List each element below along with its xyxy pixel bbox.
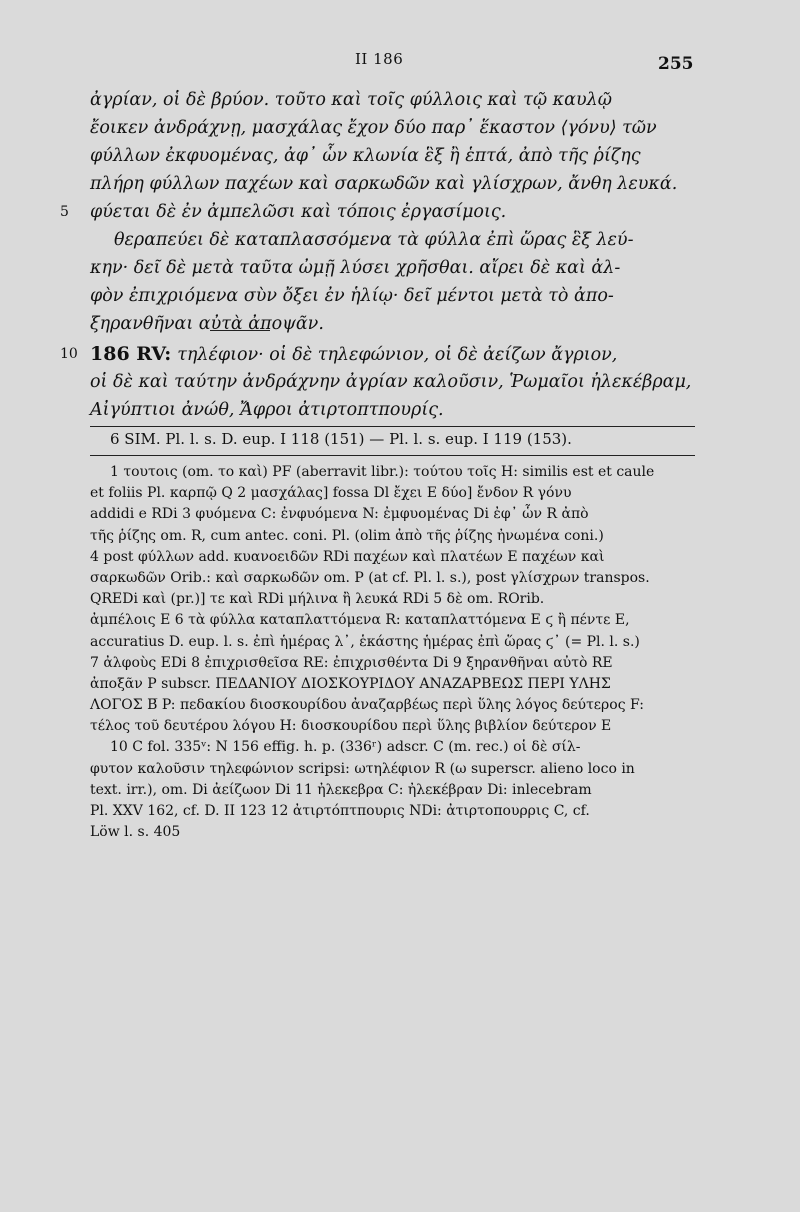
apparatus-line: τῆς ῥίζης om. R, cum antec. coni. Pl. (olim ἀπὸ τῆς ῥίζης ἠνωμένα coni.) bbox=[90, 527, 604, 544]
rule-above-apparatus bbox=[90, 455, 695, 456]
apparatus-line: addidi e RDi 3 φυόμενα C: ἐνφυόμενα N: ἐμφυομένας Di ἐφ᾽ ὧν R ἀπὸ bbox=[90, 506, 589, 523]
apparatus-line: ΛΟΓΟΣ Β̅ P: πεδακίου διοσκουρίδου ἀναζαρβέως περὶ ὕλης λόγος δεύτερος F: bbox=[90, 697, 644, 714]
line-text: κην· δεῖ δὲ μετὰ ταῦτα ὠμῇ λύσει χρῆσθαι. αἴρει δὲ καὶ ἀλ- bbox=[90, 258, 621, 278]
text-line bbox=[90, 86, 700, 114]
entry-text: τηλέφιον· οἱ δὲ τηλεφώνιον, οἱ δὲ ἀείζων ἄγριον, bbox=[177, 345, 618, 365]
apparatus-line: 7 ἀλφοὺς EDi 8 ἐπιχρισθεῖσα RE: ἐπιχρισθέντα Di 9 ξηρανθῆναι αὐτὸ RE bbox=[90, 654, 613, 671]
apparatus-line: 4 post φύλλων add. κυανοειδῶν RDi παχέων καὶ πλατέων E παχέων καὶ bbox=[90, 548, 605, 565]
entry-line bbox=[90, 396, 700, 424]
line-text: πλήρη φύλλων παχέων καὶ σαρκωδῶν καὶ γλίσχρων, ἄνθη λευκά. bbox=[90, 174, 678, 194]
apparatus-line: Pl. XXV 162, cf. D. II 123 12 ἀτιρτόπτπουρις NDi: ἀτιρτοπουρρις C, cf. bbox=[90, 803, 590, 819]
apparatus-line: QREDi καὶ (pr.)] τε καὶ RDi μήλινα ἢ λευκά RDi 5 δὲ om. ROrib. bbox=[90, 591, 545, 608]
entry-text: Αἰγύπτιοι ἀνώθ, Ἄφροι ἀτιρτοπτπουρίς. bbox=[90, 400, 444, 420]
line-text: ἀγρίαν, οἱ δὲ βρύον. τοῦτο καὶ τοῖς φύλλοις καὶ τῷ καυλῷ bbox=[90, 90, 612, 110]
text-line bbox=[90, 142, 700, 170]
line-number: 5 bbox=[60, 204, 69, 220]
text-line bbox=[60, 198, 700, 226]
line-text: φύλλων ἐκφυομένας, ἀφ᾽ ὧν κλωνία ἓξ ἢ ἑπτά, ἀπὸ τῆς ῥίζης bbox=[90, 146, 641, 166]
line-text: φὸν ἐπιχριόμενα σὺν ὄξει ἐν ἡλίῳ· δεῖ μέντοι μετὰ τὸ ἀπο- bbox=[90, 286, 614, 306]
apparatus-line: φυτον καλοῦσιν τηλεφώνιον scripsi: ωτηλέφιον R (ω superscr. alieno loco in bbox=[90, 760, 635, 777]
text-line bbox=[90, 282, 700, 310]
similia-line: 6 SIM. Pl. l. s. D. eup. I 118 (151) — Pl. l. s. eup. I 119 (153). bbox=[110, 430, 572, 448]
section-divider bbox=[210, 330, 270, 331]
page-number: 255 bbox=[658, 54, 694, 74]
apparatus-line: 1 τουτοις (om. το καὶ) PF (aberravit libr.): τούτου τοῖς H: similis est et caule bbox=[110, 464, 655, 480]
rule-above-similia bbox=[90, 426, 695, 427]
apparatus-line: σαρκωδῶν Orib.: καὶ σαρκωδῶν om. P (at cf. Pl. l. s.), post γλίσχρων transpos. bbox=[90, 569, 650, 586]
line-text: ἔοικεν ἀνδράχνῃ, μασχάλας ἔχον δύο παρ᾽ ἕκαστον ⟨γόνυ⟩ τῶν bbox=[90, 118, 657, 138]
text-line bbox=[90, 114, 700, 142]
text-line bbox=[90, 226, 700, 254]
entry-text: οἱ δὲ καὶ ταύτην ἀνδράχνην ἀγρίαν καλοῦσιν, Ῥωμαῖοι ἠλεκέβραμ, bbox=[90, 372, 692, 392]
line-text: ξηρανθῆναι αὐτὰ ἀποψᾶν. bbox=[90, 314, 324, 334]
critical-apparatus bbox=[90, 462, 702, 843]
apparatus-line: ἀποξᾶν P subscr. ΠΕΔΑΝΙΟΥ ΔΙΟΣΚΟΥΡΙΔΟΥ ΑΝΑΖΑΡΒΕΩΣ ΠΕΡΙ ΥΛΗΣ bbox=[90, 675, 611, 692]
chapter-entry bbox=[60, 340, 700, 424]
apparatus-line: et foliis Pl. καρπῷ Q 2 μασχάλας] fossa Dl ἔχει E δύο] ἔνδον R γόνυ bbox=[90, 485, 572, 502]
text-line bbox=[90, 254, 700, 282]
text-line bbox=[90, 310, 700, 338]
apparatus-line: τέλος τοῦ δευτέρου λόγου H: διοσκουρίδου περὶ ὕλης βιβλίον δεύτερον E bbox=[90, 718, 612, 735]
text-line bbox=[90, 170, 700, 198]
line-text: θεραπεύει δὲ καταπλασσόμενα τὰ φύλλα ἐπὶ ὥρας ἓξ λεύ- bbox=[114, 230, 634, 250]
apparatus-line: ἀμπέλοις E 6 τὰ φύλλα καταπλαττόμενα R: καταπλαττόμενα E ϛ ἢ πέντε E, bbox=[90, 612, 630, 629]
apparatus-line: accuratius D. eup. l. s. ἐπὶ ἡμέρας λ᾽, ἑκάστης ἡμέρας ἐπὶ ὥρας ϛ᾽ (= Pl. l. s.) bbox=[90, 633, 640, 650]
apparatus-line: Löw l. s. 405 bbox=[90, 824, 181, 841]
entry-line bbox=[90, 368, 700, 396]
main-text bbox=[60, 86, 700, 338]
line-text: φύεται δὲ ἐν ἀμπελῶσι καὶ τόποις ἐργασίμοις. bbox=[90, 202, 507, 222]
running-head: II 186 bbox=[355, 50, 404, 68]
entry-heading: 186 RV: bbox=[90, 343, 172, 365]
apparatus-line: 10 C fol. 335ᵛ: N 156 effig. h. p. (336ʳ) adscr. C (m. rec.) οἱ δὲ σίλ- bbox=[110, 739, 581, 756]
apparatus-line: text. irr.), om. Di ἀείζωον Di 11 ἠλεκεβρα C: ἠλεκέβραν Di: inlecebram bbox=[90, 781, 592, 798]
page-header bbox=[0, 50, 800, 80]
entry-line bbox=[60, 340, 700, 368]
line-number: 10 bbox=[60, 346, 78, 362]
